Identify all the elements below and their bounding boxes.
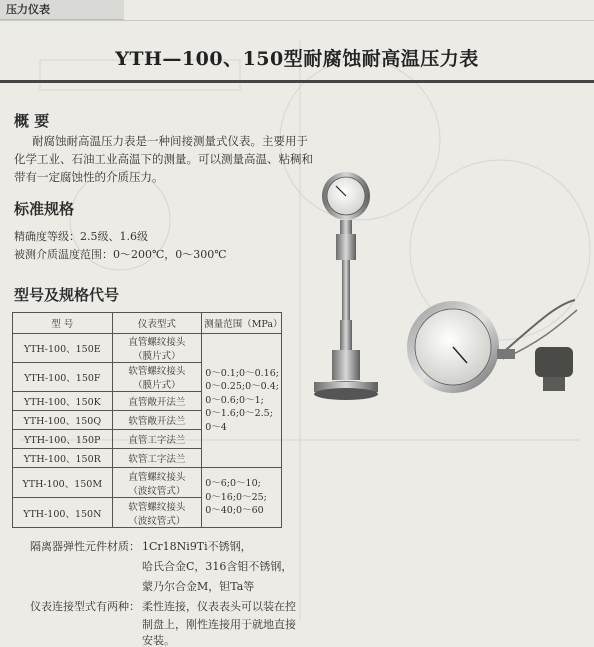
- range-cell-group-1: [202, 334, 282, 468]
- spec-heading: 标准规格: [14, 200, 75, 218]
- table-row: [13, 468, 282, 498]
- connection-line-1: 柔性连接，仪表表头可以装在控: [142, 600, 296, 613]
- title-rule: [0, 80, 594, 83]
- spec-line-temperature: 被测介质温度范围：0～200℃，0～300℃: [14, 248, 227, 261]
- overview-line-3: 带有一定腐蚀性的介质压力。: [14, 170, 164, 184]
- header-rule: [0, 20, 594, 21]
- range-line: 0～0.1;0～0.16;: [205, 367, 279, 379]
- connection-label: 仪表连接型式有两种：: [30, 600, 140, 613]
- model-cell: YTH-100、150E: [13, 334, 113, 363]
- range-line: 0～0.6;0～1;: [205, 394, 264, 406]
- model-cell: YTH-100、150R: [13, 449, 113, 468]
- connection-line-3: 安装。: [142, 634, 175, 647]
- range-line: 0～0.25;0～0.4;: [205, 381, 279, 393]
- column-header-model: 型 号: [13, 313, 113, 334]
- rigid-gauge-photo: [300, 170, 410, 430]
- type-cell: 直管工字法兰: [112, 430, 202, 449]
- spec-line-accuracy: 精确度等级：2.5级、1.6级: [14, 230, 148, 243]
- model-cell: YTH-100、150M: [13, 468, 113, 498]
- type-line: 软管螺纹接头: [128, 366, 186, 377]
- page-title: YTH—100、150型耐腐蚀耐高温压力表: [115, 48, 479, 70]
- section-tag: 压力仪表: [0, 0, 124, 20]
- model-cell: YTH-100、150P: [13, 430, 113, 449]
- table-header-row: [13, 313, 282, 334]
- column-header-range: 测量范围（MPa）: [202, 313, 282, 334]
- table-row: [13, 334, 282, 363]
- type-line: 软管螺纹接头: [128, 501, 186, 513]
- type-cell: [112, 468, 202, 498]
- flexible-gauge-photo: [405, 285, 580, 415]
- type-line: 直管螺纹接头: [128, 471, 186, 483]
- type-cell: [112, 498, 202, 528]
- model-cell: YTH-100、150Q: [13, 411, 113, 430]
- overview-line-1: 耐腐蚀耐高温压力表是一种间接测量式仪表。主要用于: [32, 134, 308, 148]
- material-label: 隔离器弹性元件材质：: [30, 540, 140, 553]
- material-line-2: 哈氏合金C，316含钼不锈钢，: [142, 560, 293, 573]
- overview-line-2: 化学工业、石油工业高温下的测量。可以测量高温、粘稠和: [14, 152, 313, 166]
- model-cell: YTH-100、150F: [13, 363, 113, 392]
- model-cell: YTH-100、150N: [13, 498, 113, 528]
- range-line: 0～4: [205, 421, 227, 433]
- overview-heading: 概 要: [14, 112, 50, 130]
- range-line: 0～40;0～60: [205, 505, 264, 517]
- material-line-1: 1Cr18Ni9Ti不锈钢，: [142, 540, 252, 553]
- type-line: （膜片式）: [133, 380, 181, 391]
- model-cell: YTH-100、150K: [13, 392, 113, 411]
- type-cell: 软管敞开法兰: [112, 411, 202, 430]
- type-cell: 软管工字法兰: [112, 449, 202, 468]
- type-line: （波纹管式）: [128, 485, 186, 497]
- range-line: 0～1.6;0～2.5;: [205, 408, 273, 420]
- range-line: 0～16;0～25;: [205, 491, 267, 503]
- type-line: （膜片式）: [133, 351, 181, 362]
- range-cell-group-2: [202, 468, 282, 528]
- type-cell: [112, 334, 202, 363]
- range-line: 0～6;0～10;: [205, 478, 261, 490]
- type-line: （波纹管式）: [128, 515, 186, 527]
- column-header-type: 仪表型式: [112, 313, 202, 334]
- model-table: [12, 312, 282, 528]
- models-heading: 型号及规格代号: [14, 286, 120, 304]
- type-cell: [112, 363, 202, 392]
- type-cell: 直管敞开法兰: [112, 392, 202, 411]
- connection-line-2: 制盘上，刚性连接用于就地直接: [142, 618, 296, 631]
- material-line-3: 蒙乃尔合金M，钽Ta等: [142, 580, 255, 593]
- type-line: 直管螺纹接头: [128, 337, 186, 348]
